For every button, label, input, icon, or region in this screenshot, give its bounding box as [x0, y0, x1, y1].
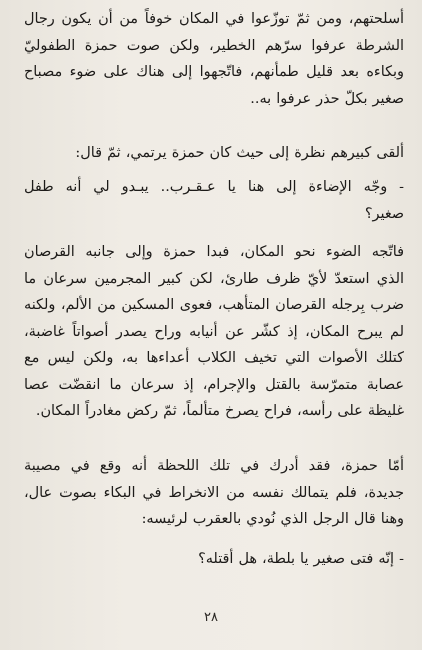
text-line: غليظة على رأسه، فراح يصرخ متألماً، ثمّ ركض مغادراً المكان. — [35, 403, 404, 419]
text-line: أمّا حمزة، فقد أدرك في تلك اللحظة أنه وقع في مصيبة — [24, 458, 404, 474]
text-line: كتلك الأصوات التي تخيف الكلاب أعداءها به، ولكن ليس مع — [24, 350, 404, 366]
text-line: الذي استعدّ لأيّ ظرف طارئ، لكن كبير المجرمين سرعان ما — [24, 270, 404, 287]
paragraph-4 — [24, 239, 404, 425]
text-line: - وجّه الإضاءة إلى هنا يا عـقـرب.. يبـدو لي أنه طفل — [24, 179, 404, 195]
paragraph-5 — [24, 453, 404, 533]
paragraph-6 — [24, 546, 404, 573]
text-line: صغير؟ — [364, 205, 404, 222]
text-line: الشرطة عرفوا سرّهم الخطير، ولكن صوت حمزة الطفوليّ — [24, 37, 404, 54]
text-line: وهنا قال الرجل الذي نُودي بالعقرب لرئيسه: — [141, 511, 404, 527]
text-line: فاتّجه الضوء نحو المكان، فبدا حمزة وإلى جانبه القرصان — [24, 244, 404, 260]
text-line: عصابة متمرّسة بالقتل والإجرام، إذ سرعان ما انقضّت عصا — [24, 376, 404, 393]
page-number: ٢٨ — [204, 610, 218, 625]
text-line: أسلحتهم، ومن ثمّ توزّعوا في المكان خوفاً من أن يكون رجال — [24, 11, 404, 27]
paragraph-3 — [24, 174, 404, 227]
text-line: صغير بكلّ حذر عرفوا به.. — [250, 90, 404, 107]
text-line: جديدة، فلم يتمالك نفسه من الانخراط في البكاء بصوت عال، — [24, 484, 404, 501]
text-line: - إنّه فتى صغير يا بلطة، هل أقتله؟ — [198, 551, 404, 567]
paragraph-2 — [24, 140, 404, 167]
text-line: ألقى كبيرهم نظرة إلى حيث كان حمزة يرتمي، ثمّ قال: — [75, 145, 404, 161]
text-line: ضرب بِرجله القرصان المتأهب، فعوى المسكين من الألم، ولكنه — [24, 297, 404, 313]
paragraph-1 — [24, 6, 404, 112]
text-line: وبكاءه بعد قليل طمأنهم، فاتّجهوا إلى هناك على ضوء مصباح — [24, 64, 404, 80]
text-line: لم يبرح المكان، إذ كشّر عن أنيابه وراح يصدر أصواتاً غاضبة، — [24, 323, 404, 340]
